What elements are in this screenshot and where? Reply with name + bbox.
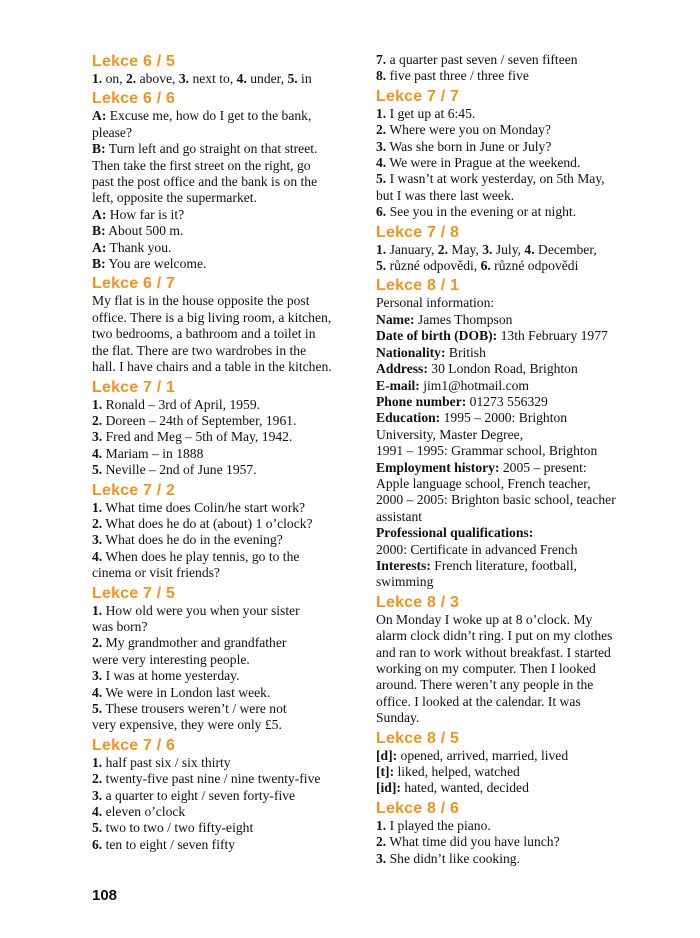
answer-text: office. There is a big living room, a kitchen, — [92, 309, 332, 325]
answer-line — [92, 516, 362, 532]
answer-section — [376, 799, 646, 867]
answer-label: 6. — [480, 258, 491, 274]
answer-line — [92, 190, 362, 206]
answer-label: 7. — [376, 52, 387, 67]
answer-text: past the post office and the bank is on the — [92, 174, 318, 190]
answer-text: next to, — [189, 71, 237, 86]
answer-line — [376, 460, 646, 476]
answer-label: 1. — [92, 602, 103, 618]
answer-text: I wasn’t at work yesterday, on 5th May, — [386, 171, 605, 187]
answer-line — [376, 171, 646, 187]
answer-label: Date of birth (DOB): — [376, 328, 498, 344]
answer-label: Name: — [376, 311, 415, 327]
section-heading: Lekce 7 / 7 — [376, 87, 460, 105]
answer-text: eleven o’clock — [102, 804, 186, 820]
answer-label: 3. — [92, 787, 103, 803]
answer-text: When does he play tennis, go to the — [102, 548, 300, 564]
answer-line — [376, 52, 646, 68]
answer-text: in — [297, 71, 312, 86]
answer-line — [376, 748, 646, 764]
answer-line — [92, 293, 362, 309]
answer-text: 2005 – present: — [499, 459, 587, 475]
answer-label: 4. — [92, 445, 103, 461]
answer-line — [92, 310, 362, 326]
answer-text: and ran to work without breakfast. I started — [376, 644, 611, 660]
answer-label: 2. — [376, 834, 387, 850]
answer-label: Professional qualifications: — [376, 525, 534, 541]
left-column — [92, 52, 362, 855]
answer-text: Fred and Meg – 5th of May, 1942. — [102, 429, 293, 445]
answer-text: We were in London last week. — [102, 684, 271, 700]
answer-line — [376, 764, 646, 780]
answer-label: Interests: — [376, 557, 431, 573]
answer-label: 1. — [92, 754, 103, 770]
answer-text: See you in the evening or at night. — [386, 204, 577, 220]
answer-line — [92, 223, 362, 239]
answer-text: July, — [492, 241, 525, 257]
answer-line — [376, 710, 646, 726]
answer-section — [376, 223, 646, 275]
answer-label: 1. — [376, 817, 387, 833]
answer-text: 2000: Certificate in advanced French — [376, 541, 578, 557]
answer-label: 8. — [376, 68, 387, 84]
answer-line — [376, 645, 646, 661]
answer-text: My flat is in the house opposite the post — [92, 293, 310, 309]
answer-label: 4. — [236, 71, 247, 86]
answer-label: 3. — [178, 71, 190, 86]
answer-line — [92, 141, 362, 157]
answer-label: [d]: — [376, 747, 398, 763]
answer-label: 1. — [92, 396, 103, 412]
answer-label: Phone number: — [376, 393, 467, 409]
answer-text: 13th February 1977 — [497, 328, 608, 344]
answer-line — [376, 612, 646, 628]
answer-text: a quarter past seven / seven fifteen — [386, 52, 578, 67]
answer-text: hall. I have chairs and a table in the kitchen. — [92, 359, 332, 375]
answer-text: Where were you on Monday? — [386, 122, 551, 138]
answer-text: hated, wanted, decided — [400, 780, 529, 796]
answer-line — [376, 427, 646, 443]
answer-text: left, opposite the supermarket. — [92, 190, 257, 206]
answer-line — [92, 804, 362, 820]
answer-label: 4. — [92, 684, 103, 700]
answer-text: cinema or visit friends? — [92, 565, 220, 581]
answer-section — [92, 481, 362, 582]
answer-line — [376, 443, 646, 459]
answer-line — [376, 378, 646, 394]
answer-line — [92, 635, 362, 651]
answer-line — [376, 188, 646, 204]
answer-line — [376, 328, 646, 344]
page-number: 108 — [92, 887, 118, 904]
answer-label: 1. — [92, 499, 103, 515]
answer-text: Turn left and go straight on that street. — [105, 141, 318, 157]
answer-label: E-mail: — [376, 377, 420, 393]
answer-label: A: — [92, 206, 107, 222]
answer-line — [92, 652, 362, 668]
answer-line — [92, 820, 362, 836]
answer-text: Thank you. — [106, 239, 172, 255]
answer-text: above, — [136, 71, 179, 86]
answer-line — [92, 717, 362, 733]
answer-text: May, — [448, 241, 483, 257]
answer-text: About 500 m. — [105, 223, 184, 239]
answer-line — [376, 558, 646, 574]
answer-label: 4. — [376, 155, 387, 171]
answer-text: I was at home yesterday. — [102, 668, 240, 684]
answer-label: 5. — [92, 462, 103, 478]
answer-label: 3. — [92, 429, 103, 445]
answer-section — [92, 89, 362, 272]
answer-text: různé odpovědi — [490, 258, 579, 274]
answer-text: the flat. There are two wardrobes in the — [92, 342, 307, 358]
answer-text: very expensive, they were only £5. — [92, 717, 282, 733]
answer-text: half past six / six thirty — [102, 754, 231, 770]
answer-text: office. I looked at the calendar. It was — [376, 693, 581, 709]
answer-line — [92, 685, 362, 701]
answer-text: Mariam – in 1888 — [102, 445, 204, 461]
answer-label: 3. — [92, 532, 103, 548]
answer-line — [92, 397, 362, 413]
answer-text: Excuse me, how do I get to the bank, — [106, 108, 312, 124]
answer-line — [376, 574, 646, 590]
answer-line — [92, 207, 362, 223]
answer-label: 3. — [376, 850, 387, 866]
answer-text: French literature, football, — [430, 557, 577, 573]
answer-label: B: — [92, 141, 106, 157]
answer-text: two to two / two fifty-eight — [102, 820, 254, 836]
answer-line — [92, 71, 362, 87]
answer-line — [376, 851, 646, 867]
answer-text: 2000 – 2005: Brighton basic school, teacher — [376, 492, 616, 508]
answer-line — [92, 565, 362, 581]
answer-line — [92, 240, 362, 256]
answer-text: University, Master Degree, — [376, 426, 524, 442]
answer-section — [376, 276, 646, 590]
answer-line — [376, 106, 646, 122]
answer-text: různé odpovědi, — [386, 258, 481, 274]
answer-text: please? — [92, 124, 132, 140]
answer-label: Nationality: — [376, 344, 446, 360]
answer-label: 5. — [92, 701, 103, 716]
answer-label: A: — [92, 239, 107, 255]
answer-text: Sunday. — [376, 710, 420, 726]
answer-label: 2. — [376, 122, 387, 138]
answer-line — [92, 359, 362, 375]
answer-line — [92, 788, 362, 804]
answer-label: 4. — [92, 804, 103, 820]
section-heading: Lekce 6 / 5 — [92, 53, 176, 70]
answer-text: My grandmother and grandfather — [102, 635, 287, 651]
answer-text: assistant — [376, 508, 423, 524]
answer-text: alarm clock didn’t ring. I put on my clothes — [376, 628, 613, 644]
answer-label: 5. — [92, 820, 103, 836]
answer-text: Then take the first street on the right, go — [92, 157, 311, 173]
answer-line — [92, 256, 362, 272]
answer-label: B: — [92, 223, 106, 239]
answer-label: 2. — [92, 771, 103, 787]
answer-label: 3. — [482, 241, 493, 257]
answer-line — [92, 532, 362, 548]
answer-label: 4. — [524, 241, 535, 257]
answer-text: Apple language school, French teacher, — [376, 475, 591, 491]
answer-line — [92, 837, 362, 853]
answer-label: 6. — [376, 204, 387, 220]
section-heading: Lekce 8 / 3 — [376, 593, 460, 611]
answer-section — [376, 87, 646, 221]
answer-text: On Monday I woke up at 8 o’clock. My — [376, 611, 593, 627]
section-heading: Lekce 8 / 5 — [376, 729, 460, 747]
answer-line — [376, 204, 646, 220]
answer-text: Doreen – 24th of September, 1961. — [102, 412, 297, 428]
answer-line — [92, 429, 362, 445]
answer-line — [92, 125, 362, 141]
answer-line — [376, 258, 646, 274]
answer-line — [92, 603, 362, 619]
answer-line — [92, 446, 362, 462]
answer-label: Address: — [376, 361, 428, 377]
answer-text: ten to eight / seven fifty — [102, 836, 236, 852]
answer-label: 1. — [92, 71, 103, 86]
answer-line — [376, 242, 646, 258]
answer-line — [376, 780, 646, 796]
answer-text: five past three / three five — [386, 68, 529, 84]
answer-section — [92, 736, 362, 853]
answer-label: A: — [92, 108, 107, 124]
answer-line — [376, 139, 646, 155]
answer-label: 4. — [92, 548, 103, 564]
answer-text: What does he do at (about) 1 o’clock? — [102, 515, 313, 531]
answer-line — [92, 668, 362, 684]
answer-label: Employment history: — [376, 459, 500, 475]
answer-text: 01273 556329 — [466, 393, 548, 409]
answer-line — [376, 345, 646, 361]
answer-line — [376, 394, 646, 410]
answer-label: 6. — [92, 836, 103, 852]
answer-text: liked, helped, watched — [394, 764, 520, 780]
answer-text: was born? — [92, 618, 148, 634]
answer-line — [376, 476, 646, 492]
answer-text: opened, arrived, married, lived — [397, 747, 569, 763]
answer-line — [376, 492, 646, 508]
answer-line — [92, 701, 362, 717]
answer-text: twenty-five past nine / nine twenty-five — [102, 771, 321, 787]
answer-text: December, — [534, 241, 597, 257]
answer-line — [92, 462, 362, 478]
answer-label: [id]: — [376, 780, 401, 796]
answer-line — [92, 326, 362, 342]
section-heading: Lekce 6 / 6 — [92, 90, 176, 108]
answer-text: under, — [246, 71, 288, 86]
section-heading: Lekce 7 / 6 — [92, 736, 176, 754]
answer-text: Was she born in June or July? — [386, 138, 552, 154]
answer-text: 1991 – 1995: Grammar school, Brighton — [376, 443, 598, 459]
answer-label: Education: — [376, 410, 441, 426]
answer-line — [376, 818, 646, 834]
answer-line — [376, 834, 646, 850]
answer-text: What time does Colin/he start work? — [102, 499, 306, 515]
answer-label: 2. — [126, 71, 137, 86]
answer-label: 2. — [437, 241, 448, 257]
answer-text: jim1@hotmail.com — [419, 377, 529, 393]
answer-text: You are welcome. — [105, 256, 207, 272]
section-heading: Lekce 7 / 5 — [92, 584, 176, 602]
answer-text: I played the piano. — [386, 817, 491, 833]
answer-text: but I was there last week. — [376, 187, 515, 203]
answer-line — [92, 755, 362, 771]
answer-text: Ronald – 3rd of April, 1959. — [102, 396, 261, 412]
answer-text: These trousers weren’t / were not — [102, 701, 287, 716]
answer-section — [376, 729, 646, 797]
answer-line — [92, 158, 362, 174]
answer-line — [376, 122, 646, 138]
answer-line — [92, 343, 362, 359]
answer-line — [92, 500, 362, 516]
answer-text: We were in Prague at the weekend. — [386, 155, 581, 171]
answer-label: 3. — [376, 138, 387, 154]
answer-section — [376, 52, 646, 85]
answer-text: January, — [386, 241, 438, 257]
answer-label: 5. — [376, 171, 387, 187]
answer-section — [92, 584, 362, 734]
answer-label: 5. — [287, 71, 298, 86]
answer-text: 30 London Road, Brighton — [427, 361, 578, 377]
answer-section — [376, 593, 646, 727]
answer-label: [t]: — [376, 764, 395, 780]
answer-text: two bedrooms, a bathroom and a toilet in — [92, 326, 316, 342]
answer-label: 1. — [376, 241, 387, 257]
answer-label: 2. — [92, 412, 103, 428]
answer-text: What does he do in the evening? — [102, 532, 283, 548]
answer-section — [92, 52, 362, 87]
answer-text: I get up at 6:45. — [386, 105, 476, 121]
answer-section — [92, 378, 362, 479]
answer-line — [92, 619, 362, 635]
answer-text: How far is it? — [106, 206, 185, 222]
answer-line — [376, 312, 646, 328]
answer-line — [376, 410, 646, 426]
answer-line — [376, 677, 646, 693]
answer-line — [376, 694, 646, 710]
answer-line — [376, 509, 646, 525]
answer-text: Personal information: — [376, 295, 495, 311]
section-heading: Lekce 8 / 6 — [376, 799, 460, 817]
section-heading: Lekce 7 / 1 — [92, 378, 176, 396]
section-heading: Lekce 7 / 8 — [376, 223, 460, 241]
answer-line — [92, 108, 362, 124]
answer-text: working on my computer. Then I looked — [376, 661, 596, 676]
answer-label: 3. — [92, 668, 103, 684]
answer-text: What time did you have lunch? — [386, 834, 560, 850]
answer-label: B: — [92, 256, 106, 272]
answer-text: How old were you when your sister — [102, 602, 300, 618]
answer-text: Neville – 2nd of June 1957. — [102, 462, 257, 478]
answer-line — [376, 295, 646, 311]
answer-line — [92, 549, 362, 565]
answer-text: a quarter to eight / seven forty-five — [102, 787, 296, 803]
answer-line — [92, 413, 362, 429]
answer-text: British — [445, 344, 486, 360]
answer-line — [92, 771, 362, 787]
answer-text: were very interesting people. — [92, 651, 250, 667]
answer-text: swimming — [376, 574, 434, 590]
answer-text: James Thompson — [414, 311, 513, 327]
answer-label: 1. — [376, 105, 387, 121]
answer-line — [376, 361, 646, 377]
answer-line — [376, 628, 646, 644]
answer-line — [376, 155, 646, 171]
answer-line — [376, 542, 646, 558]
answer-text: around. There weren’t any people in the — [376, 677, 594, 693]
answer-label: 2. — [92, 515, 103, 531]
section-heading: Lekce 7 / 2 — [92, 481, 176, 499]
answer-line — [376, 68, 646, 84]
answer-line — [92, 174, 362, 190]
answer-text: 1995 – 2000: Brighton — [440, 410, 568, 426]
section-heading: Lekce 6 / 7 — [92, 275, 176, 293]
right-column — [376, 52, 646, 869]
answer-text: She didn’t like cooking. — [386, 850, 520, 866]
answer-line — [376, 525, 646, 541]
answer-section — [92, 274, 362, 375]
answer-line — [376, 661, 646, 677]
answer-text: on, — [102, 71, 126, 86]
answer-label: 5. — [376, 258, 387, 274]
section-heading: Lekce 8 / 1 — [376, 277, 460, 295]
answer-label: 2. — [92, 635, 103, 651]
